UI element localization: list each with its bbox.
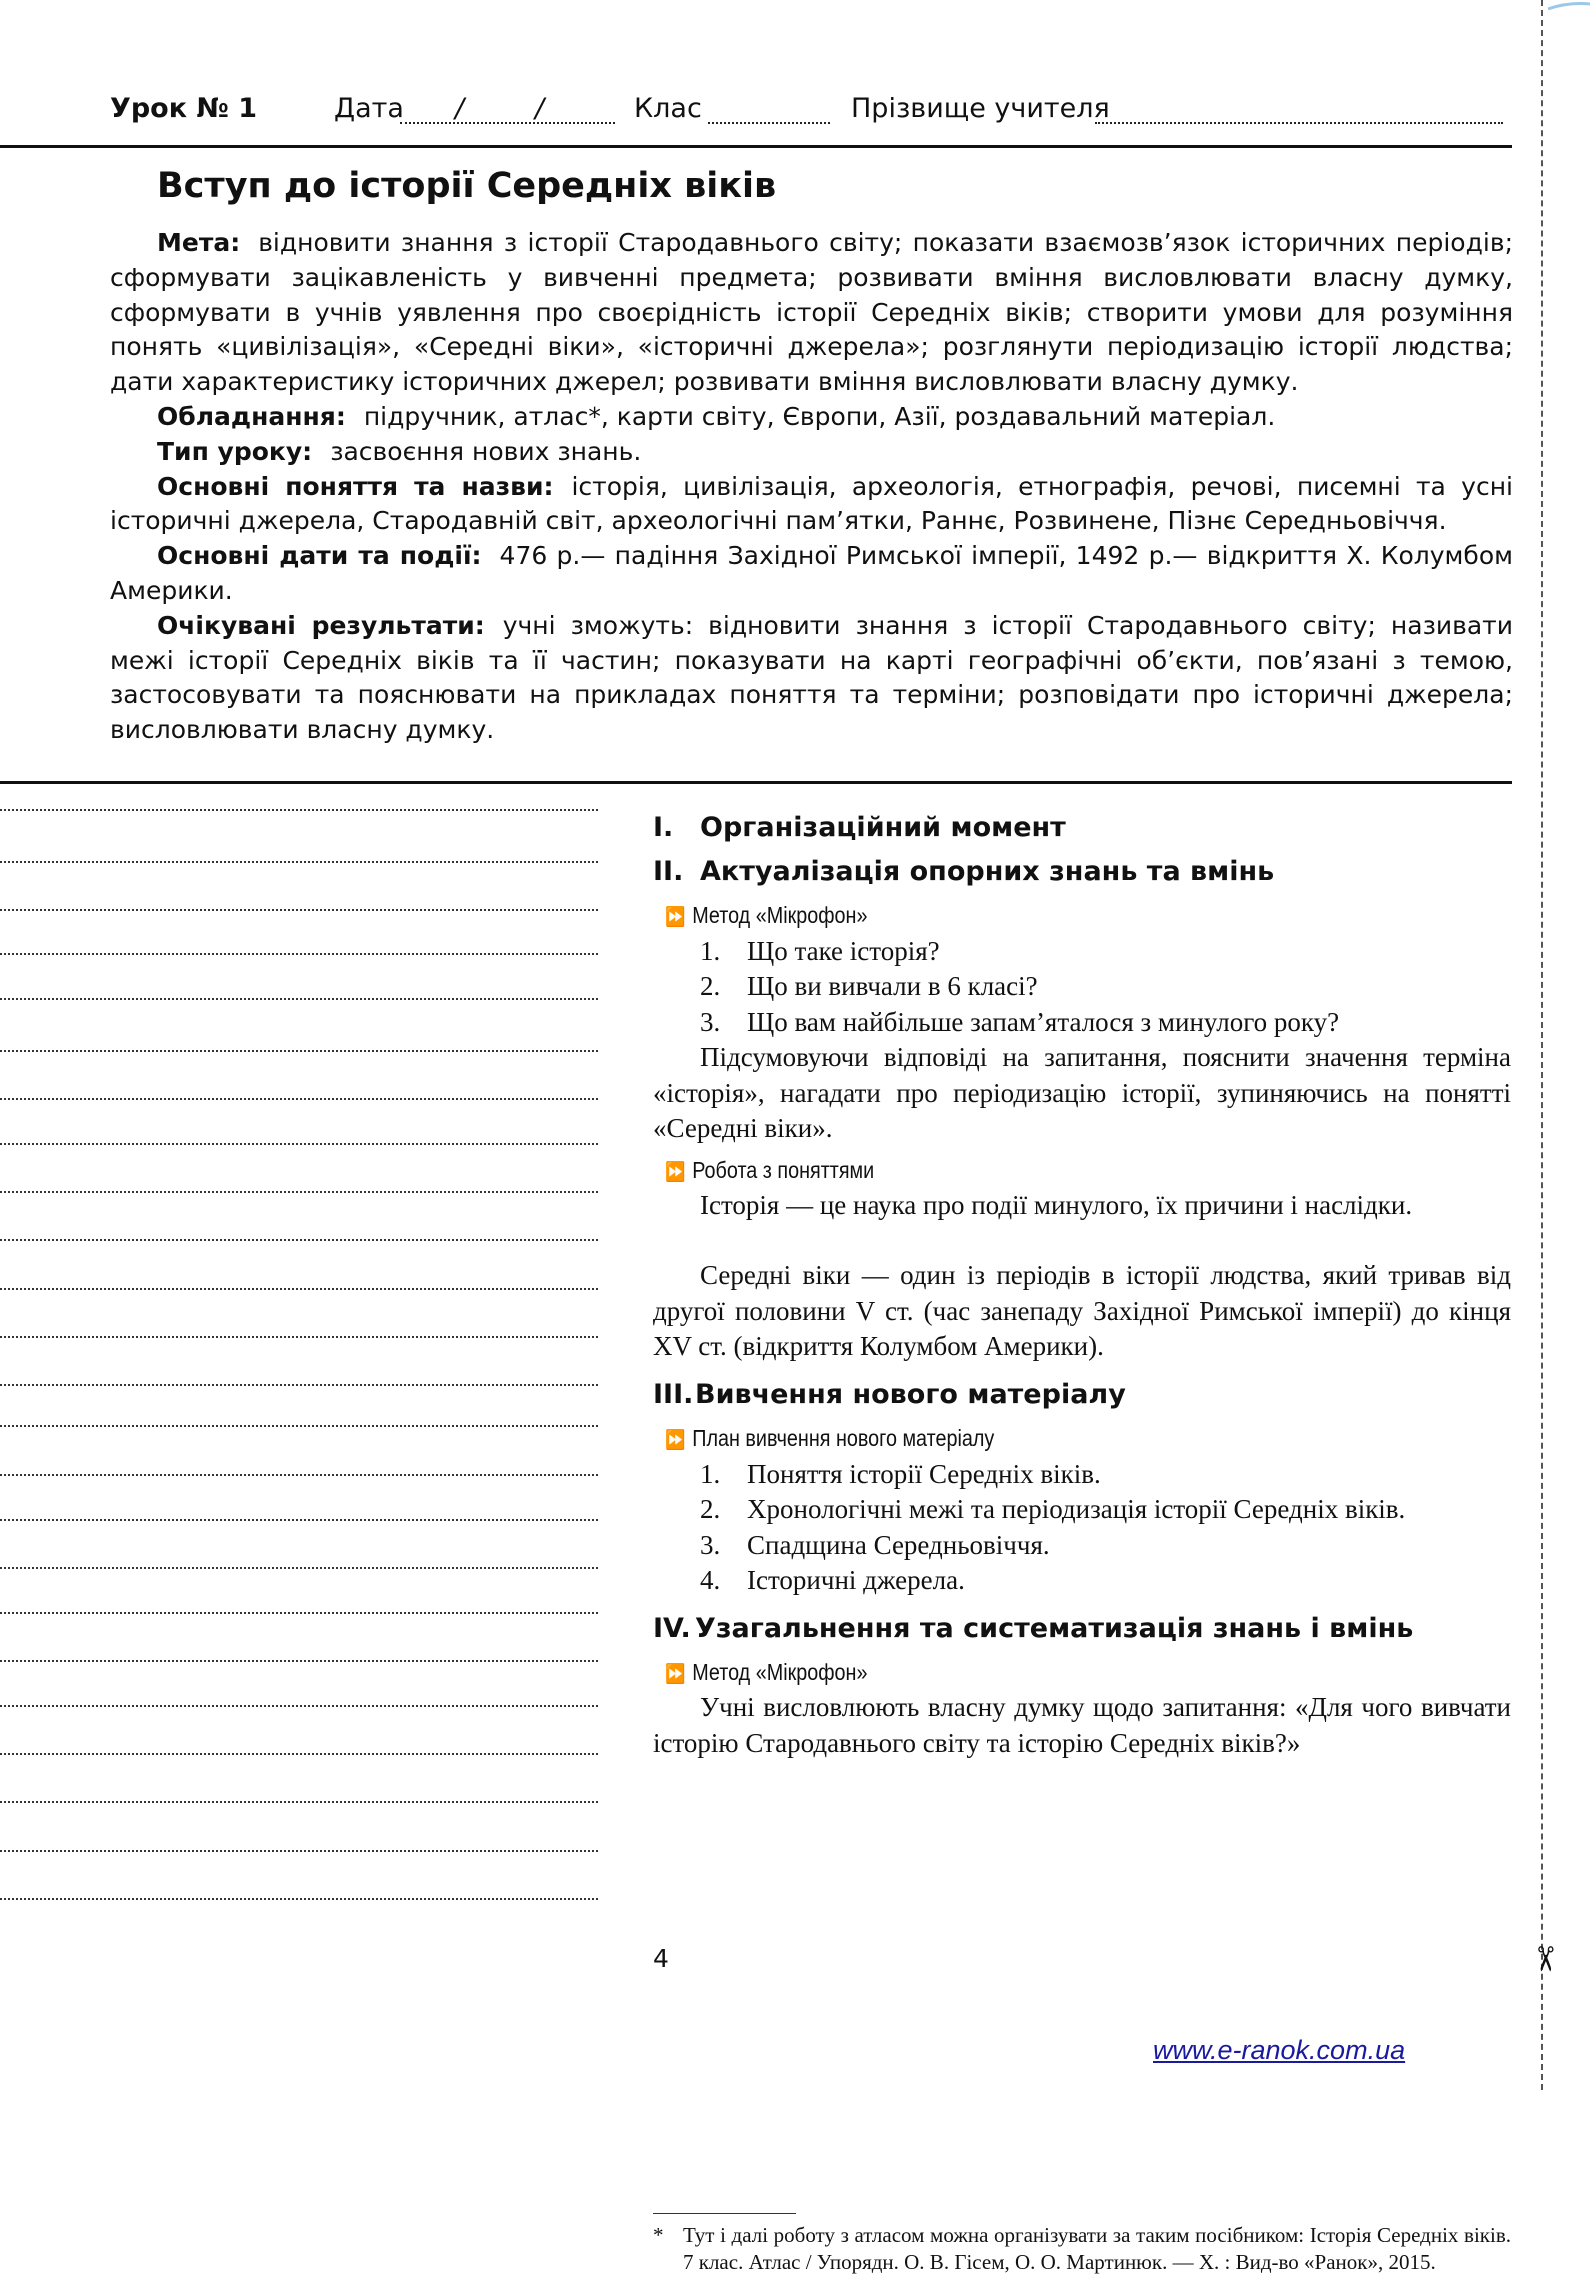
list-item: 1. Поняття історії Середніх віків. [700,1459,1101,1489]
definition-paragraph: Історія — це наука про події минулого, їх причини і наслідки. [700,1190,1413,1220]
lesson-header [110,93,1505,133]
method-text: Метод «Мікрофон» [692,902,868,928]
equipment-text: підручник, атлас*, карти світу, Європи, Азії, роздавальний матеріал. [363,401,1276,431]
note-line[interactable] [0,1801,598,1803]
double-arrow-icon: ⏩ [665,1664,686,1685]
list-item: 3. Спадщина Середньовіччя. [700,1530,1050,1560]
note-line[interactable] [0,1191,598,1193]
section-title: Актуалізація опорних знань та вмінь [700,856,1275,887]
list-item: 3. Що вам найбільше запам’яталося з минулого року? [700,1007,1340,1037]
conclusion-paragraph: Учні висловлюють власну думку щодо запитання: «Для чого вивчати історію Стародавнього світу та історію Середніх віків?» [653,1692,1511,1758]
page-number: 4 [653,1944,669,1973]
note-line[interactable] [0,1239,598,1241]
equipment-label: Обладнання: [157,401,346,431]
definition-paragraph: Середні віки — один із періодів в історії людства, який тривав від другої половини V ст. (час занепаду Західної Римської імперії) до кінця XV ст. (відкриття Колумбом Америки). [653,1260,1511,1361]
section-heading [653,856,1274,887]
note-line[interactable] [0,1143,598,1145]
double-arrow-icon: ⏩ [665,1162,686,1183]
list-item: 4. Історичні джерела. [700,1565,965,1595]
dates-label: Основні дати та події: [157,541,482,571]
teacher-field[interactable] [1095,122,1503,124]
type-label: Тип уроку: [157,436,313,466]
section-number: IV. [653,1613,691,1644]
class-label: Клас [634,93,702,124]
method-label [665,902,867,929]
date-field[interactable] [400,122,615,124]
note-line[interactable] [0,1753,598,1755]
goal-paragraph [110,226,1513,400]
date-label: Дата [334,93,404,124]
dates-text: 476 р.— падіння Західної Римської імперії, 1492 р.— відкриття Х. Колумбом Америки. [110,541,1513,605]
teacher-label: Прізвище учителя [851,93,1110,124]
equipment-paragraph [110,400,1513,435]
footnote-marker: * [653,2223,664,2247]
method-label [665,1659,867,1686]
goal-label: Мета: [157,228,241,257]
method-text: Робота з поняттями [692,1157,875,1183]
section-heading [653,1613,1413,1644]
section-number: I. [653,812,674,843]
note-line[interactable] [0,1519,598,1521]
section-title: Узагальнення та систематизація знань і вмінь [695,1613,1414,1644]
type-paragraph [110,435,1513,470]
note-line[interactable] [0,809,598,811]
note-line[interactable] [0,1898,598,1900]
section-number: III. [653,1379,694,1410]
note-line[interactable] [0,998,598,1000]
corner-decoration-icon [1548,0,1590,10]
footnote-text: Тут і далі роботу з атласом можна організувати за таким посібником: Історія Середніх віків. 7 клас. Атлас / Упорядн. О. В. Гісем, О. О. Мартинюк. — Х. : Вид-во «Ранок», 2015. [683,2223,1511,2274]
method-label [665,1425,994,1452]
list-item: 2. Що ви вивчали в 6 класі? [700,971,1038,1001]
note-line[interactable] [0,1612,598,1614]
concepts-paragraph [110,470,1513,540]
note-line[interactable] [0,1384,598,1386]
section-divider [0,781,1512,784]
list-item: 1. Що таке історія? [700,936,940,966]
note-line[interactable] [0,1336,598,1338]
date-separator: / [535,93,545,124]
note-line[interactable] [0,1425,598,1427]
date-separator: / [455,93,465,124]
note-line[interactable] [0,1474,598,1476]
website-link[interactable]: www.e-ranok.com.ua [1153,2035,1406,2065]
header-divider [0,145,1512,148]
scissors-icon: ✂ [1524,1944,1565,1974]
double-arrow-icon: ⏩ [665,1430,686,1451]
results-label: Очікувані результати: [157,610,485,640]
concepts-label: Основні поняття та назви: [157,471,554,501]
dates-paragraph [110,539,1513,609]
note-line[interactable] [0,1850,598,1852]
class-field[interactable] [708,122,830,124]
footnote-divider [653,2213,796,2214]
list-item: 2. Хронологічні межі та періодизація історії Середніх віків. [700,1494,1406,1524]
summary-paragraph: Підсумовуючи відповіді на запитання, пояснити значення терміна «історія», нагадати про періодизацію історії, зупиняючись на понятті «Середні віки». [653,1042,1511,1143]
type-text: засвоєння нових знань. [330,436,642,466]
cut-line [1541,0,1543,2090]
note-line[interactable] [0,861,598,863]
footnote [653,2222,1511,2276]
note-line[interactable] [0,1660,598,1662]
method-text: Метод «Мікрофон» [692,1659,868,1685]
note-line[interactable] [0,909,598,911]
section-number: II. [653,856,684,887]
note-line[interactable] [0,1050,598,1052]
section-heading [653,812,1066,843]
results-text: учні зможуть: відновити знання з історії Стародавнього світу; називати межі історії Середніх віків та її частин; показувати на карті географічні об’єкти, пов’язані з темою, застосовувати та пояснювати на прикладах поняття та терміни; розповідати про історичні джерела; висловлювати власну думку. [110,610,1513,745]
section-heading [653,1379,1126,1410]
results-paragraph [110,609,1513,748]
note-line[interactable] [0,953,598,955]
concepts-text: історія, цивілізація, археологія, етнографія, речові, писемні та усні історичні джерела, Стародавній світ, археологічні пам’ятки, Раннє, Розвинене, Пізнє Середньовіччя. [110,471,1513,536]
note-line[interactable] [0,1288,598,1290]
double-arrow-icon: ⏩ [665,907,686,928]
page-title: Вступ до історії Середніх віків [157,166,777,206]
method-text: План вивчення нового матеріалу [692,1425,995,1451]
note-line[interactable] [0,1098,598,1100]
note-line[interactable] [0,1567,598,1569]
note-line[interactable] [0,1705,598,1707]
method-label [665,1157,874,1184]
lesson-intro [110,226,1513,748]
section-title: Вивчення нового матеріалу [695,1379,1126,1410]
section-title: Організаційний момент [700,812,1066,843]
lesson-number: Урок № 1 [110,93,258,124]
goal-text: відновити знання з історії Стародавнього світу; показати взаємозв’язок історичних періодів; сформувати зацікавленість у вивченні предмета; розвивати вміння висловлювати власну думку, сформувати в учнів уявлення про своєрідність історії Середніх віків; створити умови для розуміння понять «цивілізація», «Середні віки», «історичні джерела»; розглянути періодизацію історії людства; дати характеристику історичних джерел; розвивати вміння висловлювати власну думку. [110,228,1513,397]
